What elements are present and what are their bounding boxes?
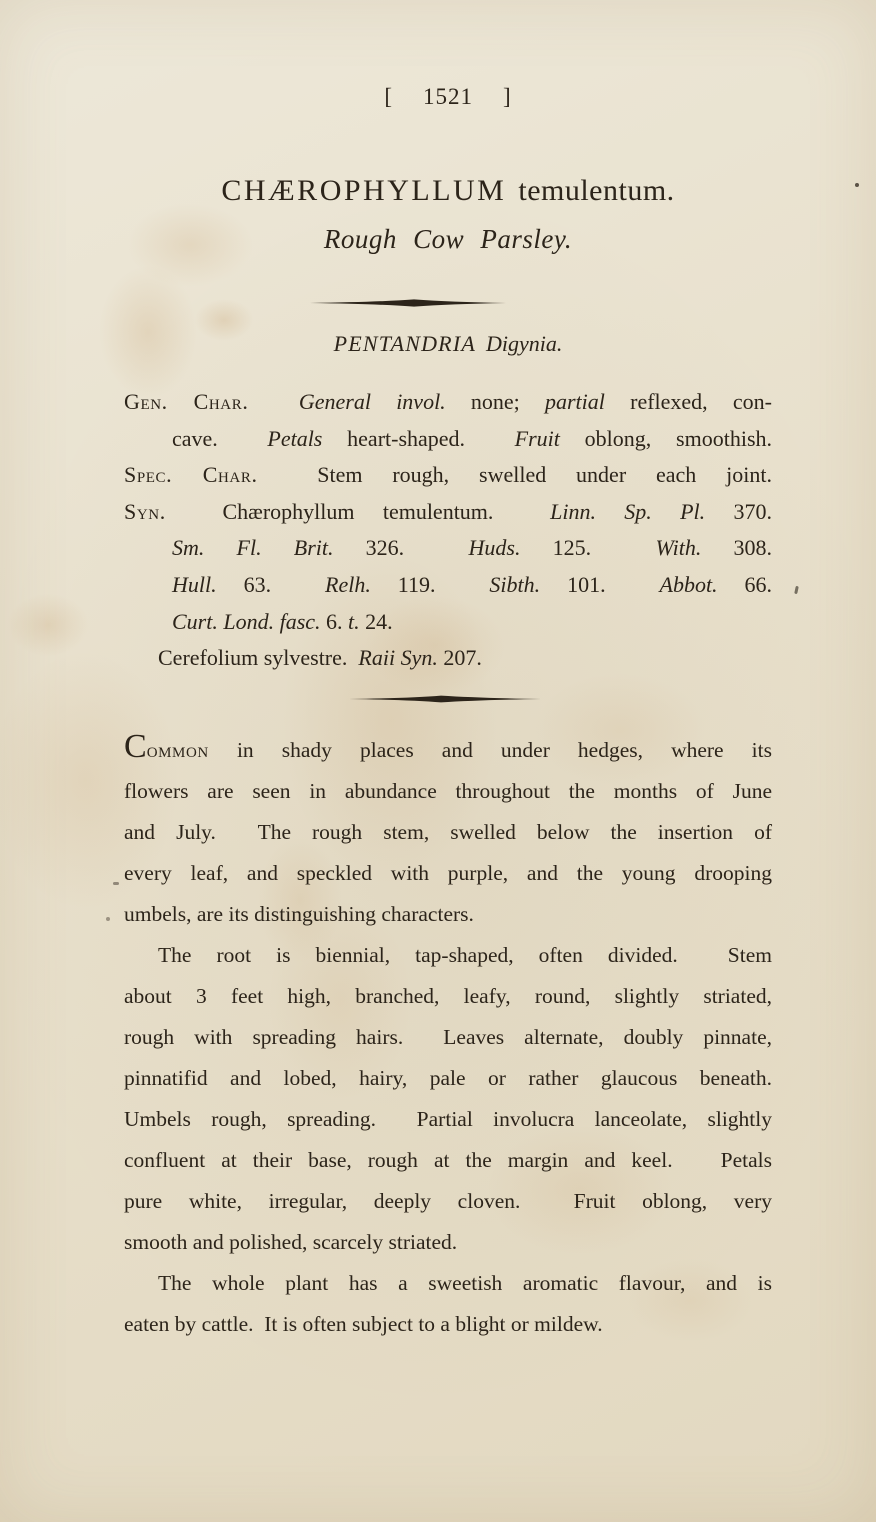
text-segment: Abbot. (659, 571, 718, 597)
text-segment: 119. (370, 571, 490, 597)
text-segment: Spec. Char. (124, 462, 258, 488)
text-line (124, 421, 772, 458)
text-line (124, 567, 772, 604)
section-divider-rule (84, 298, 732, 308)
common-name: Rough Cow Parsley. (323, 224, 573, 254)
text-segment: Relh. (325, 571, 371, 597)
text-segment: eaten by cattle. It is often subject to a blight or mildew. (124, 1312, 603, 1336)
text-segment: in shady places and under hedges, where its (208, 738, 772, 762)
text-segment: umbels, are its distinguishing characters. (124, 902, 474, 926)
text-segment: Umbels rough, spreading. Partial involucra lanceolate, slightly (124, 1107, 772, 1131)
text-line (124, 853, 772, 894)
ink-speck (794, 586, 799, 594)
text-segment (248, 389, 298, 414)
text-line (124, 457, 772, 494)
text-segment: 24. (359, 608, 393, 634)
text-segment: 308. (701, 535, 773, 561)
text-line (124, 1304, 772, 1345)
text-segment: General invol. (298, 389, 446, 414)
text-line (124, 976, 772, 1017)
text-segment: ommon (146, 738, 209, 762)
lead-capital: C (124, 728, 147, 765)
ink-speck (855, 183, 859, 187)
text-segment: Fruit (514, 425, 560, 451)
text-line (124, 771, 772, 812)
text-segment: reflexed, con- (604, 389, 772, 414)
text-line (124, 1222, 772, 1263)
text-segment: 125. (520, 535, 656, 561)
species-epithet: temulentum. (518, 174, 675, 207)
text-segment: Raii Syn. (358, 645, 438, 671)
text-segment: Curt. Lond. fasc. (172, 608, 321, 634)
text-segment: Sm. Fl. Brit. (172, 535, 334, 561)
text-segment: With. (655, 535, 702, 561)
text-segment: pinnatifid and lobed, hairy, pale or rather glaucous beneath. (124, 1066, 772, 1090)
text-segment: confluent at their base, rough at the margin and keel. Petals (124, 1148, 772, 1172)
text-line (124, 730, 772, 771)
text-segment: t. (348, 608, 360, 634)
ink-speck (106, 917, 110, 921)
page-number-bracket-right: ] (503, 84, 512, 109)
text-segment: Syn. (124, 498, 166, 524)
text-segment: 66. (717, 571, 773, 597)
text-segment: 63. (216, 571, 325, 597)
text-line (124, 530, 772, 567)
text-segment: 101. (540, 571, 660, 597)
synopsis-block (124, 384, 772, 677)
text-segment: none; (445, 389, 545, 414)
linnaean-order: Digynia. (485, 331, 563, 356)
genus-name: CHÆROPHYLLUM (221, 174, 507, 207)
page-number-value: 1521 (423, 84, 473, 109)
text-segment: 6. (320, 608, 349, 634)
text-line (124, 384, 772, 421)
text-line (124, 1263, 772, 1304)
page-number (124, 84, 772, 110)
text-segment: about 3 feet high, branched, leafy, round, slightly striated, (124, 984, 772, 1008)
text-segment: rough with spreading hairs. Leaves alternate, doubly pinnate, (124, 1025, 772, 1049)
text-line (124, 494, 772, 531)
text-segment: Sibth. (489, 571, 541, 597)
ink-speck (113, 882, 119, 885)
text-segment: and July. The rough stem, swelled below the insertion of (124, 820, 772, 844)
text-segment: Linn. Sp. Pl. (550, 498, 706, 524)
text-segment: Gen. Char. (124, 389, 249, 414)
text-line (124, 894, 772, 935)
page-number-bracket-left: [ (384, 84, 393, 109)
text-segment: Stem rough, swelled under each joint. (257, 462, 772, 488)
text-segment: Cerefolium sylvestre. (158, 645, 359, 671)
text-segment: 326. (333, 535, 469, 561)
text-segment: heart-shaped. (322, 425, 515, 451)
text-segment: Chærophyllum temulentum. (165, 498, 551, 524)
text-segment: The root is biennial, tap-shaped, often divided. Stem (158, 943, 772, 967)
text-segment: cave. (172, 425, 268, 451)
text-segment: flowers are seen in abundance throughout the months of June (124, 779, 772, 803)
text-line (124, 1140, 772, 1181)
linnaean-class: PENTANDRIA (333, 331, 476, 356)
text-segment: 207. (437, 645, 482, 671)
text-segment: The whole plant has a sweetish aromatic flavour, and is (158, 1271, 772, 1295)
species-title (124, 174, 772, 208)
text-line (124, 1181, 772, 1222)
text-segment: 370. (705, 498, 773, 524)
text-line (124, 640, 772, 677)
text-segment: every leaf, and speckled with purple, and the young drooping (124, 861, 772, 885)
text-segment: Hull. (172, 571, 217, 597)
classification-line (124, 331, 772, 357)
text-line (124, 1058, 772, 1099)
swelled-rule-icon (310, 298, 506, 308)
swelled-rule-icon (349, 694, 541, 704)
description-block (124, 730, 772, 1345)
section-divider-rule (121, 694, 769, 704)
text-line (124, 1017, 772, 1058)
text-segment: Petals (267, 425, 323, 451)
text-segment: smooth and polished, scarcely striated. (124, 1230, 458, 1254)
text-line (124, 935, 772, 976)
text-line (124, 812, 772, 853)
text-line (124, 1099, 772, 1140)
text-segment: pure white, irregular, deeply cloven. Fruit oblong, very (124, 1189, 772, 1213)
text-segment: oblong, smoothish. (559, 425, 773, 451)
text-segment: Huds. (468, 535, 521, 561)
text-line (124, 604, 772, 641)
text-segment: partial (545, 389, 605, 414)
